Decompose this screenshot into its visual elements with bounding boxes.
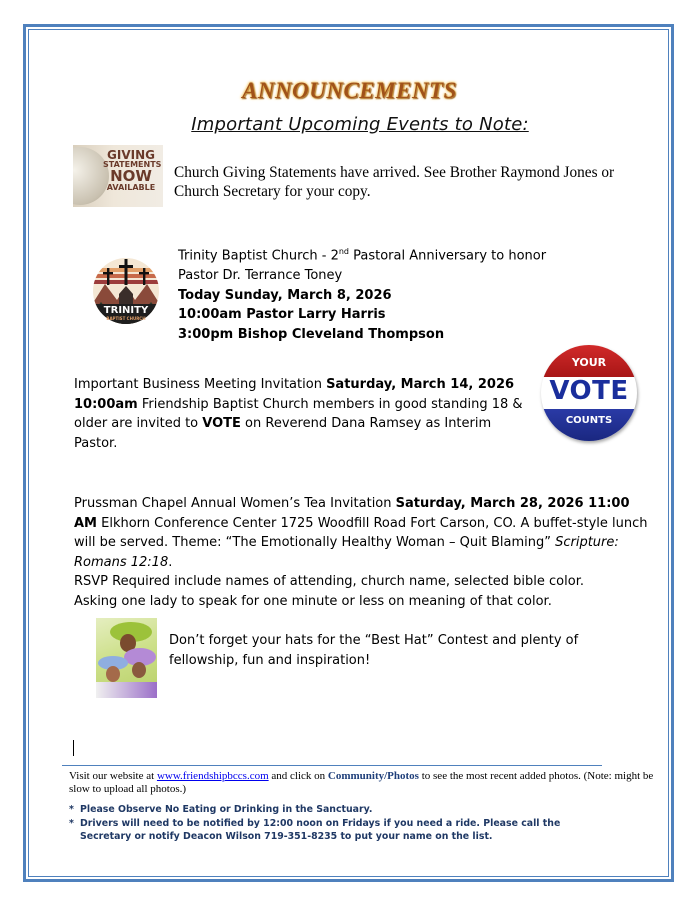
tea-asking: Asking one lady to speak for one minute or less on meaning of that color. xyxy=(74,593,552,609)
logo-text-trinity: TRINITY xyxy=(103,305,149,316)
note-drivers xyxy=(69,817,589,844)
face xyxy=(132,662,146,678)
giving-image-line: GIVING xyxy=(107,148,155,162)
announcements-title: ANNOUNCEMENTS xyxy=(242,78,457,103)
trinity-line-1-pre: Trinity Baptist Church - 2 xyxy=(178,248,339,264)
meeting-date: Saturday, March 14, 2026 xyxy=(326,377,515,392)
meeting-intro: Important Business Meeting Invitation xyxy=(74,377,327,392)
note-text: Drivers will need to be notified by 12:00 noon on Fridays if you need a ride. Please call the Secretary or notify Deacon Wilson 719-351-8235 to put your name on the list. xyxy=(80,817,561,842)
womens-tea-text xyxy=(74,494,654,612)
community-photos-label: Community/Photos xyxy=(327,770,419,782)
note-text: Please Observe No Eating or Drinking in the Sanctuary. xyxy=(80,804,373,815)
bullet-asterisk: * xyxy=(69,817,74,829)
giving-statements-image xyxy=(73,145,163,207)
tea-rsvp: RSVP Required include names of attending, church name, selected bible color. xyxy=(74,574,584,590)
tea-paragraph xyxy=(74,494,654,572)
giving-statements-text: Church Giving Statements have arrived. See Brother Raymond Jones or Church Secretary for your copy. xyxy=(174,164,615,200)
trinity-line-1-post: Pastoral Anniversary to honor xyxy=(349,248,547,264)
best-hat-contest-text: Don’t forget your hats for the “Best Hat” Contest and plenty of fellowship, fun and inspiration! xyxy=(169,633,579,668)
website-note xyxy=(69,770,659,796)
badge-vote-text: VOTE xyxy=(549,376,629,406)
website-mid: and click on xyxy=(268,770,328,782)
text-cursor xyxy=(73,740,74,756)
tea-datetime: Saturday, March 28, 2026 11:00 AM xyxy=(74,496,630,531)
tea-scripture: Scripture: Romans 12:18 xyxy=(74,535,619,570)
giving-image-text xyxy=(103,148,162,192)
meeting-time: 10:00am xyxy=(74,396,138,412)
logo-text-baptist-church: BAPTIST CHURCH xyxy=(106,316,146,321)
trinity-morning-service: 10:00am Pastor Larry Harris xyxy=(178,307,386,323)
tea-period: . xyxy=(168,554,173,570)
tea-intro: Prussman Chapel Annual Women’s Tea Invitation xyxy=(74,496,396,511)
face xyxy=(106,666,120,682)
trinity-anniversary-text xyxy=(178,242,578,344)
website-link[interactable]: www.friendshipbccs.com xyxy=(156,770,269,782)
dress xyxy=(96,682,157,698)
badge-your-text: YOUR xyxy=(571,356,607,369)
website-pre: Visit our website at xyxy=(69,770,157,782)
meeting-body-end: on Reverend Dana Ramsey as Interim Pastor. xyxy=(74,416,492,451)
meeting-body: Friendship Baptist Church members in good standing 18 & older are invited to xyxy=(74,396,523,432)
trinity-line-1 xyxy=(178,242,578,266)
bullet-asterisk: * xyxy=(69,804,74,815)
meeting-vote: VOTE xyxy=(202,416,241,432)
hats-illustration xyxy=(96,618,157,698)
badge-counts-text: COUNTS xyxy=(565,415,613,426)
subtitle-heading: Important Upcoming Events to Note: xyxy=(191,114,529,135)
trinity-afternoon-service: 3:00pm Bishop Cleveland Thompson xyxy=(178,326,445,342)
giving-image-line: AVAILABLE xyxy=(106,183,156,192)
note-no-eating xyxy=(69,803,589,817)
giving-image-line: STATEMENTS xyxy=(103,160,162,169)
tea-body: Elkhorn Conference Center 1725 Woodfill Road Fort Carson, CO. A buffet-style lunch will be served. Theme: “The Emotionally Healthy Woman – Quit Blaming” xyxy=(74,515,648,551)
business-meeting-text xyxy=(74,375,524,453)
your-vote-counts-badge xyxy=(541,345,637,441)
footer-notes xyxy=(69,803,589,844)
ordinal-superscript: nd xyxy=(338,247,349,256)
website-post: to see the most recent added photos. (Note: might be slow to upload all photos.) xyxy=(69,770,654,795)
giving-image-line: NOW xyxy=(110,167,152,185)
footer-divider xyxy=(62,765,602,766)
trinity-date: Today Sunday, March 8, 2026 xyxy=(178,287,392,303)
trinity-church-logo xyxy=(91,256,161,326)
trinity-line-2: Pastor Dr. Terrance Toney xyxy=(178,267,343,283)
